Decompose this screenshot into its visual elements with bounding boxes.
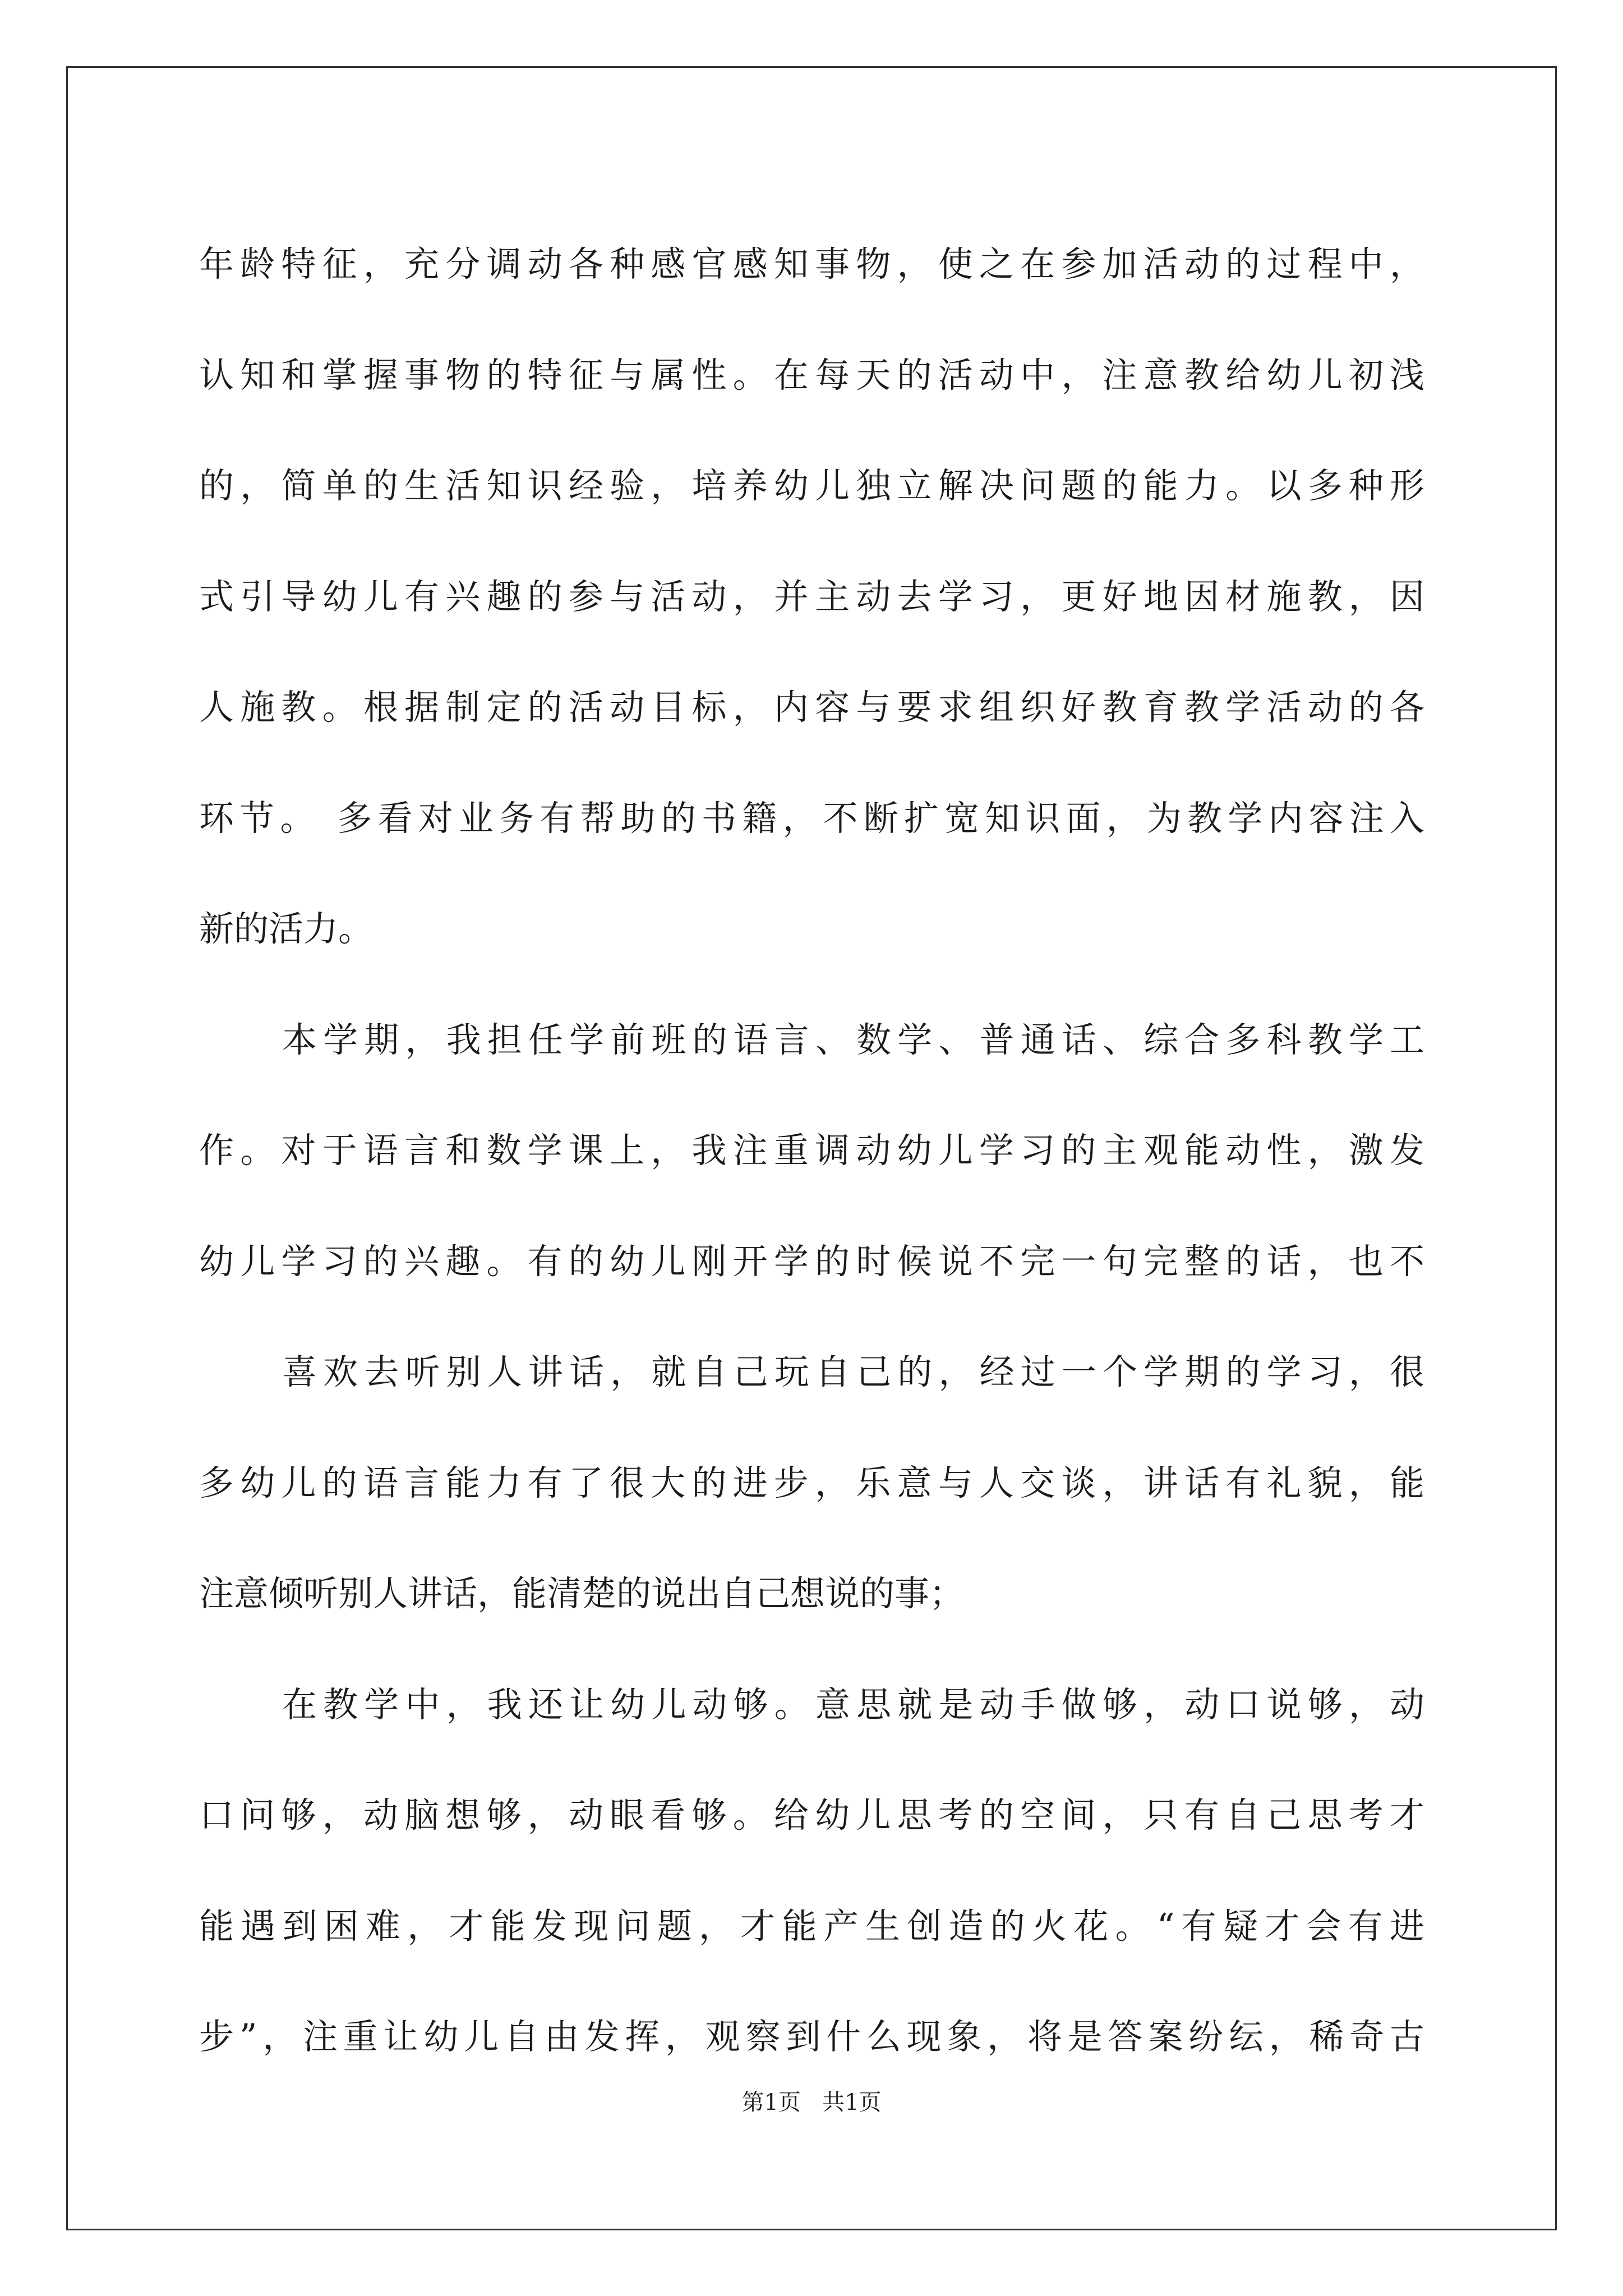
footer-separator (801, 2090, 822, 2115)
text-line: 的，简单的生活知识经验，培养幼儿独立解决问题的能力。以多种形 (199, 465, 1424, 506)
page-footer (0, 2086, 1623, 2119)
text-line: 多幼儿的语言能力有了很大的进步，乐意与人交谈，讲话有礼貌，能 (199, 1462, 1424, 1503)
text-line: 注意倾听别人讲话，能清楚的说出自己想说的事； (199, 1573, 965, 1614)
text-line: 式引导幼儿有兴趣的参与活动，并主动去学习，更好地因材施教，因 (199, 576, 1424, 617)
text-line: 年龄特征，充分调动各种感官感知事物，使之在参加活动的过程中， (199, 243, 1424, 284)
text-line: 喜欢去听别人讲话，就自己玩自己的，经过一个学期的学习，很 (282, 1351, 1424, 1392)
text-line: 能遇到困难，才能发现问题，才能产生创造的火花。“有疑才会有进 (199, 1905, 1424, 1947)
text-line: 作。对于语言和数学课上，我注重调动幼儿学习的主观能动性，激发 (199, 1130, 1424, 1171)
text-line: 新的活力。 (199, 908, 374, 949)
text-line: 本学期，我担任学前班的语言、数学、普通话、综合多科教学工 (282, 1019, 1424, 1060)
text-line: 步”，注重让幼儿自由发挥，观察到什么现象，将是答案纷纭，稀奇古 (199, 2016, 1424, 2057)
text-line: 在教学中，我还让幼儿动够。意思就是动手做够，动口说够，动 (282, 1683, 1424, 1725)
page-number-total: 共1页 (822, 2090, 882, 2115)
text-line: 环节。 多看对业务有帮助的书籍，不断扩宽知识面，为教学内容注入 (199, 797, 1424, 839)
page-number-current: 第1页 (741, 2090, 801, 2115)
text-line: 口问够，动脑想够，动眼看够。给幼儿思考的空间，只有自己思考才 (199, 1795, 1424, 1835)
text-line: 幼儿学习的兴趣。有的幼儿刚开学的时候说不完一句完整的话，也不 (199, 1240, 1424, 1282)
text-line: 认知和掌握事物的特征与属性。在每天的活动中，注意教给幼儿初浅 (199, 354, 1424, 395)
body-text (199, 209, 1424, 2092)
text-line: 人施教。根据制定的活动目标，内容与要求组织好教育教学活动的各 (199, 687, 1424, 728)
